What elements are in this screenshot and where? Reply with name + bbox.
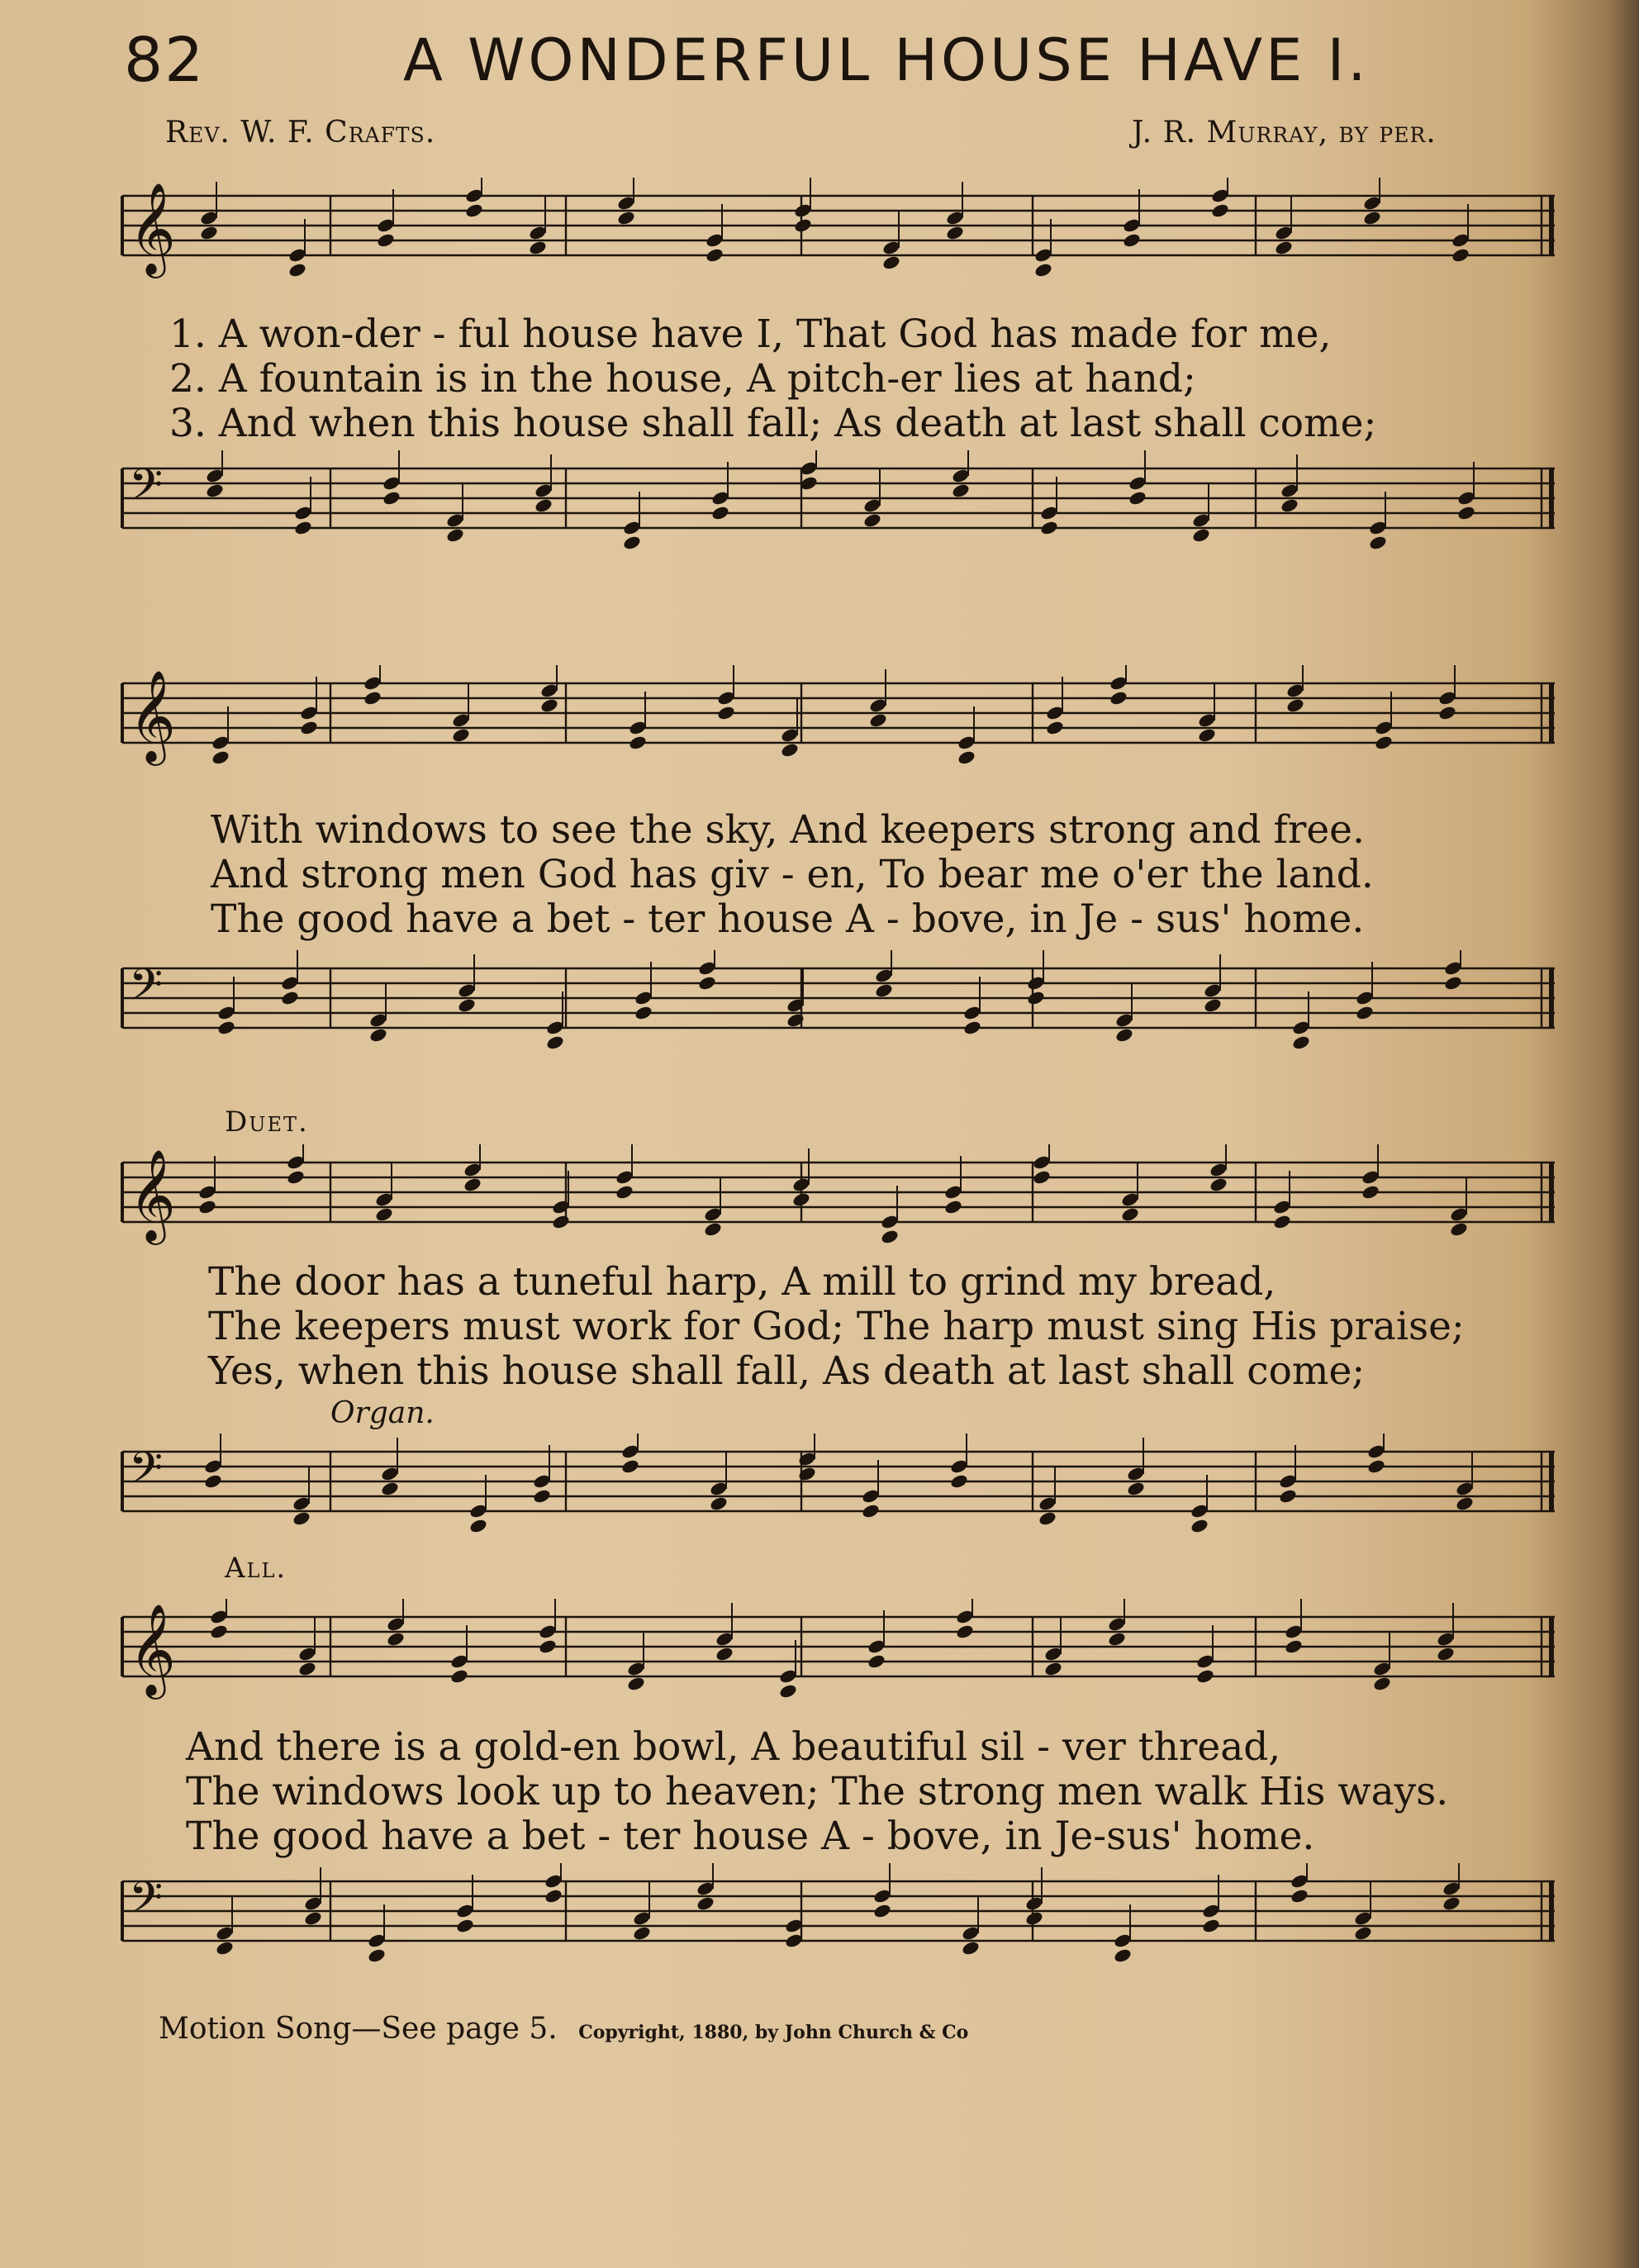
note-head xyxy=(1272,1214,1292,1230)
note-head xyxy=(299,720,319,736)
lyric-line: 1. A won-der - ful house have I, That God has made for me, xyxy=(169,311,1332,357)
note-head xyxy=(793,217,813,234)
composer-credit: J. R. Murray, by per. xyxy=(1132,116,1437,150)
note-head xyxy=(1290,1888,1309,1904)
note-head xyxy=(293,520,313,536)
note-head xyxy=(532,1488,552,1505)
bass-staff-system-4 xyxy=(116,1863,1561,1987)
note-head xyxy=(1203,997,1223,1014)
note-head xyxy=(961,1940,981,1957)
note-head xyxy=(943,1199,963,1215)
lyric-line: The good have a bet - ter house A - bove, in Je-sus' home. xyxy=(186,1814,1315,1859)
bass-staff-svg xyxy=(116,1434,1561,1557)
note-head xyxy=(780,742,800,758)
note-head xyxy=(464,202,484,219)
note-head xyxy=(786,1012,805,1029)
note-head xyxy=(1368,535,1388,551)
note-head xyxy=(1033,262,1053,278)
note-head xyxy=(287,262,307,278)
note-head xyxy=(534,497,553,514)
note-head xyxy=(367,1947,387,1964)
note-head xyxy=(303,1910,323,1927)
note-head xyxy=(445,527,465,544)
lyric-line: 3. And when this house shall fall; As death at last shall come; xyxy=(169,401,1377,446)
note-head xyxy=(881,254,901,271)
note-head xyxy=(1114,1027,1134,1044)
note-head xyxy=(874,982,894,999)
note-head xyxy=(1190,1518,1209,1534)
note-head xyxy=(1442,1895,1461,1912)
treble-staff-svg xyxy=(116,665,1561,789)
motion-song-note: Motion Song—See page 5. xyxy=(159,2012,558,2046)
note-head xyxy=(1455,1495,1475,1512)
note-head xyxy=(955,1624,975,1640)
note-head xyxy=(1039,520,1059,536)
lyric-line: And strong men God has giv - en, To bear me o'er the land. xyxy=(211,852,1374,897)
note-head xyxy=(880,1229,900,1245)
bass-staff-system-3 xyxy=(116,1434,1561,1557)
note-head xyxy=(1362,210,1382,226)
note-head xyxy=(197,1199,217,1215)
song-title: A WONDERFUL HOUSE HAVE I. xyxy=(403,26,1370,94)
treble-staff-system-1 xyxy=(116,178,1561,302)
note-head xyxy=(455,1918,475,1934)
note-head xyxy=(457,997,477,1014)
lyric-line: The windows look up to heaven; The strong men walk His ways. xyxy=(186,1769,1449,1814)
note-head xyxy=(1113,1947,1133,1964)
bass-staff-system-2 xyxy=(116,950,1561,1074)
note-head xyxy=(1045,720,1065,736)
note-head xyxy=(797,1466,817,1482)
note-head xyxy=(1026,990,1046,1006)
note-head xyxy=(463,1177,482,1193)
note-head xyxy=(1120,1206,1140,1223)
note-head xyxy=(1109,690,1128,706)
bass-clef-icon: 𝄢 xyxy=(129,960,164,1021)
note-head xyxy=(1128,490,1147,506)
bass-staff-svg xyxy=(116,450,1561,574)
note-head xyxy=(862,512,882,529)
note-head xyxy=(1366,1458,1386,1475)
note-head xyxy=(616,210,636,226)
duet-label: Duet. xyxy=(225,1105,309,1139)
treble-staff-system-2 xyxy=(116,665,1561,789)
note-head xyxy=(1274,240,1294,256)
note-head xyxy=(199,225,219,241)
treble-staff-system-3 xyxy=(116,1144,1561,1268)
note-head xyxy=(215,1940,235,1957)
note-head xyxy=(957,749,976,766)
note-head xyxy=(615,1184,634,1201)
note-head xyxy=(368,1027,388,1044)
treble-staff-svg xyxy=(116,1144,1561,1268)
copyright-notice: Copyright, 1880, by John Church & Co xyxy=(578,2022,969,2043)
note-head xyxy=(703,1221,723,1238)
bass-staff-svg xyxy=(116,1863,1561,1987)
note-head xyxy=(1374,735,1394,751)
treble-clef-icon: 𝄞 xyxy=(129,182,176,274)
note-head xyxy=(620,1458,640,1475)
note-head xyxy=(203,1473,223,1490)
note-head xyxy=(1456,505,1476,521)
note-head xyxy=(709,1495,729,1512)
note-head xyxy=(297,1661,317,1677)
stanza-block-2 xyxy=(211,808,1374,942)
note-head xyxy=(468,1518,488,1534)
note-head xyxy=(1126,1481,1146,1497)
note-head xyxy=(538,1638,558,1655)
lyric-line: Yes, when this house shall fall, As death at last shall come; xyxy=(208,1348,1366,1394)
bass-clef-icon: 𝄢 xyxy=(129,1443,164,1505)
note-head xyxy=(622,535,642,551)
note-head xyxy=(1197,727,1217,744)
stanza-block-1 xyxy=(169,312,1376,446)
note-head xyxy=(716,705,736,721)
note-head xyxy=(868,712,888,729)
note-head xyxy=(1372,1676,1392,1692)
treble-clef-icon: 𝄞 xyxy=(129,669,176,762)
note-head xyxy=(1451,247,1470,264)
note-head xyxy=(628,735,648,751)
note-head xyxy=(1107,1631,1127,1648)
note-head xyxy=(539,697,559,714)
bass-staff-svg xyxy=(116,950,1561,1074)
bass-staff-system-1 xyxy=(116,450,1561,574)
note-head xyxy=(551,1214,571,1230)
note-head xyxy=(710,505,730,521)
lyric-line: 2. A fountain is in the house, A pitch-er lies at hand; xyxy=(169,356,1196,402)
note-head xyxy=(1191,527,1211,544)
all-label: All. xyxy=(225,1552,287,1585)
note-head xyxy=(363,690,382,706)
lyric-line: The door has a tuneful harp, A mill to grind my bread, xyxy=(208,1259,1276,1305)
lyric-line: The good have a bet - ter house A - bove, in Je - sus' home. xyxy=(211,896,1365,942)
note-head xyxy=(1280,497,1299,514)
treble-staff-system-4 xyxy=(116,1599,1561,1723)
note-head xyxy=(528,240,548,256)
note-head xyxy=(1122,232,1142,249)
note-head xyxy=(1436,1646,1456,1662)
note-head xyxy=(962,1020,982,1036)
note-head xyxy=(216,1020,236,1036)
note-head xyxy=(1443,975,1463,991)
organ-label: Organ. xyxy=(330,1396,435,1430)
note-head xyxy=(209,1624,229,1640)
stanza-block-4 xyxy=(186,1725,1448,1859)
note-head xyxy=(286,1169,306,1186)
note-head xyxy=(945,225,965,241)
note-head xyxy=(705,247,724,264)
note-head xyxy=(1284,1638,1304,1655)
note-head xyxy=(626,1676,646,1692)
note-head xyxy=(1210,202,1230,219)
note-head xyxy=(1209,1177,1228,1193)
note-head xyxy=(632,1925,652,1942)
footer xyxy=(159,2012,968,2046)
note-head xyxy=(1043,1661,1063,1677)
note-head xyxy=(211,749,230,766)
note-head xyxy=(1038,1510,1057,1527)
note-head xyxy=(545,1034,565,1051)
treble-staff-svg xyxy=(116,178,1561,302)
note-head xyxy=(1291,1034,1311,1051)
treble-clef-icon: 𝄞 xyxy=(129,1148,176,1241)
note-head xyxy=(778,1683,798,1700)
note-head xyxy=(1449,1221,1469,1238)
lyric-line: With windows to see the sky, And keepers strong and free. xyxy=(211,807,1365,853)
note-head xyxy=(386,1631,406,1648)
note-head xyxy=(1437,705,1457,721)
note-head xyxy=(451,727,471,744)
note-head xyxy=(380,1481,400,1497)
note-head xyxy=(376,232,396,249)
note-head xyxy=(544,1888,563,1904)
note-head xyxy=(449,1668,469,1685)
note-head xyxy=(634,1005,653,1021)
note-head xyxy=(867,1653,886,1670)
note-head xyxy=(697,975,717,991)
lyric-line: And there is a gold-en bowl, A beautiful sil - ver thread, xyxy=(186,1724,1281,1770)
lyric-line: The keepers must work for God; The harp must sing His praise; xyxy=(208,1304,1465,1349)
note-head xyxy=(1285,697,1305,714)
note-head xyxy=(861,1503,881,1519)
note-head xyxy=(1361,1184,1380,1201)
stanza-block-3 xyxy=(208,1260,1465,1394)
treble-clef-icon: 𝄞 xyxy=(129,1603,176,1695)
note-head xyxy=(696,1895,715,1912)
note-head xyxy=(1278,1488,1298,1505)
note-head xyxy=(292,1510,311,1527)
note-head xyxy=(280,990,300,1006)
note-head xyxy=(1032,1169,1052,1186)
page-number: 82 xyxy=(124,25,206,96)
lyricist-credit: Rev. W. F. Crafts. xyxy=(165,116,436,150)
note-head xyxy=(374,1206,394,1223)
note-head xyxy=(949,1473,969,1490)
note-head xyxy=(1024,1910,1044,1927)
note-head xyxy=(1353,1925,1373,1942)
bass-clef-icon: 𝄢 xyxy=(129,460,164,521)
note-head xyxy=(1355,1005,1375,1021)
note-head xyxy=(715,1646,734,1662)
note-head xyxy=(382,490,401,506)
note-head xyxy=(205,483,225,499)
note-head xyxy=(951,483,971,499)
note-head xyxy=(872,1903,892,1919)
note-head xyxy=(1201,1918,1221,1934)
note-head xyxy=(1195,1668,1215,1685)
treble-staff-svg xyxy=(116,1599,1561,1723)
bass-clef-icon: 𝄢 xyxy=(129,1873,164,1934)
